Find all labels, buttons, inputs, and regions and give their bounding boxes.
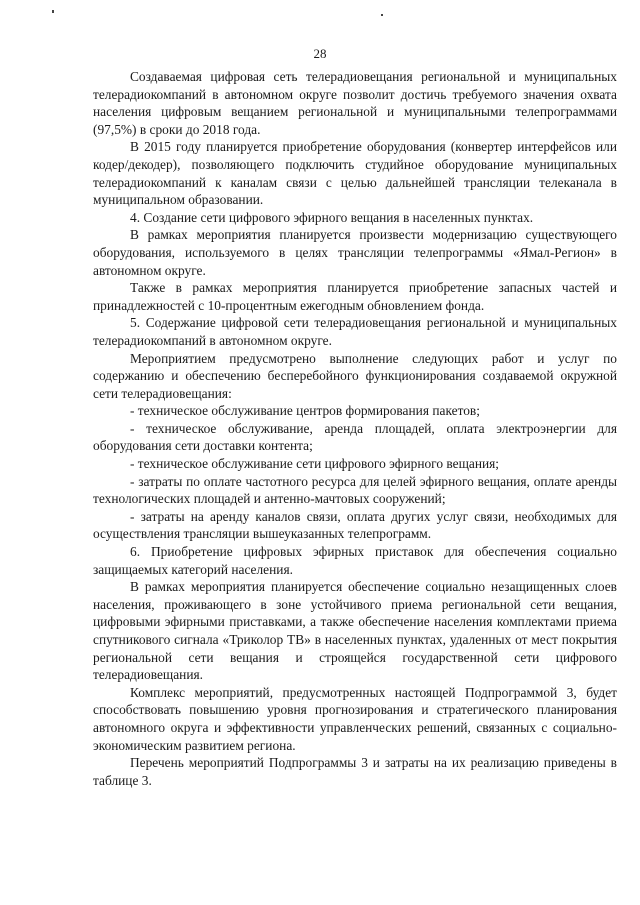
list-item: - техническое обслуживание сети цифрового эфирного вещания; — [130, 456, 500, 472]
paragraph: Перечень мероприятий Подпрограммы 3 и затраты на их реализацию приведены в таблице 3. — [93, 755, 617, 788]
paragraph: В 2015 году планируется приобретение оборудования (конвертер интерфейсов или кодер/декодер), позволяющего подключить студийное оборудование муниципальных телерадиокомпаний к каналам связи с целью дальнейшей трансляции телеканала в муниципальном образовании. — [93, 139, 617, 208]
section-heading: 5. Содержание цифровой сети телерадиовещания региональной и муниципальных телерадиокомпаний в автономном округе. — [93, 315, 617, 348]
section-heading: 4. Создание сети цифрового эфирного вещания в населенных пунктах. — [130, 209, 534, 225]
paragraph: В рамках мероприятия планируется обеспечение социально незащищенных слоев населения, проживающего в зоне устойчивого приема региональной сети вещания, цифровыми эфирными приставками, а также обеспечение населения комплектами приема спутникового сигнала «Триколор ТВ» в населенных пунктах, удаленных от мест покрытия региональной сети вещания и строящейся государственной сети цифрового телерадиовещания. — [93, 579, 617, 683]
paragraph: Также в рамках мероприятия планируется приобретение запасных частей и принадлежностей с 10-процентным ежегодным обновлением фонда. — [93, 280, 617, 313]
section-heading: 6. Приобретение цифровых эфирных приставок для обеспечения социально защищаемых категорий населения. — [93, 544, 617, 577]
document-body — [93, 68, 617, 789]
list-item: - затраты на аренду каналов связи, оплата других услуг связи, необходимых для осуществления трансляции вышеуказанных телепрограмм. — [93, 508, 617, 542]
list-item: - техническое обслуживание центров формирования пакетов; — [130, 403, 480, 419]
paragraph: Создаваемая цифровая сеть телерадиовещания региональной и муниципальных телерадиокомпаний в автономном округе позволит достичь требуемого значения охвата населения цифровым вещанием региональной и муниципальными телепрограммами (97,5%) в сроки до 2018 года. — [93, 69, 617, 137]
list-item: - техническое обслуживание, аренда площадей, оплата электроэнергии для оборудования сети доставки контента; — [93, 420, 617, 454]
paragraph: Комплекс мероприятий, предусмотренных настоящей Подпрограммой 3, будет способствовать повышению уровня прогнозирования и стратегического планирования автономного округа и эффективности управленческих решений, связанных с социально-экономическим развитием региона. — [93, 684, 617, 753]
list-item: - затраты по оплате частотного ресурса для целей эфирного вещания, оплате аренды технологических площадей и антенно-мачтовых сооружений; — [93, 473, 617, 507]
scan-mark — [52, 10, 54, 13]
paragraph: В рамках мероприятия планируется произвести модернизацию существующего оборудования, используемого в целях трансляции телепрограммы «Ямал-Регион» в автономном округе. — [93, 227, 617, 278]
paragraph: Мероприятием предусмотрено выполнение следующих работ и услуг по содержанию и обеспечению бесперебойного функционирования создаваемой окружной сети телерадиовещания: — [93, 350, 617, 401]
scan-mark — [381, 14, 383, 16]
page-number: 28 — [313, 46, 327, 61]
